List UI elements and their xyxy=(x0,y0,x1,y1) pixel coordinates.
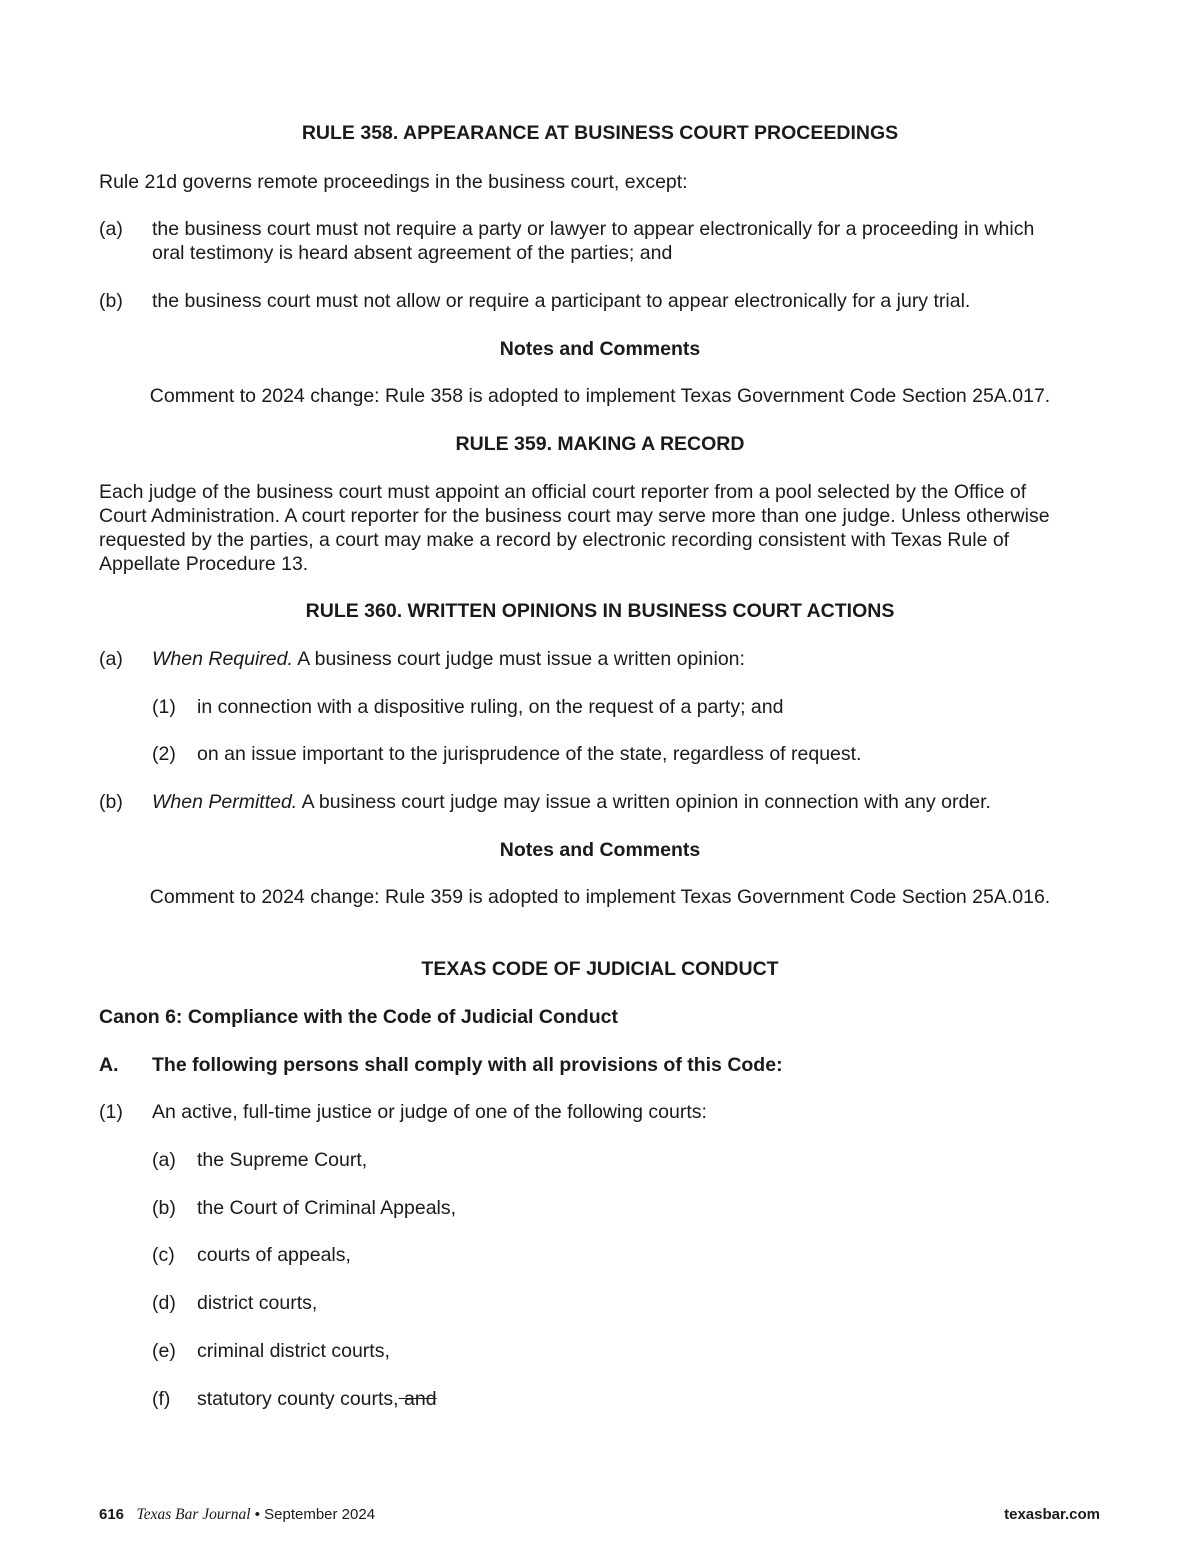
subitem-text: in connection with a dispositive ruling, on the request of a party; and xyxy=(197,696,784,718)
subitem-label: (2) xyxy=(152,743,176,765)
comment: Comment to 2024 change: Rule 358 is adopted to implement Texas Government Code Section 25A.017. xyxy=(149,385,1051,407)
item-body: A business court judge may issue a written opinion in connection with any order. xyxy=(297,791,991,813)
item-text xyxy=(152,790,991,814)
code-heading: TEXAS CODE OF JUDICIAL CONDUCT xyxy=(421,958,779,980)
court-text: criminal district courts, xyxy=(197,1340,390,1362)
item-text: the business court must not allow or require a participant to appear electronically for a jury trial. xyxy=(152,290,971,312)
item-label: (a) xyxy=(99,648,123,670)
court-label: (c) xyxy=(152,1244,175,1266)
item-title: When Required. xyxy=(152,648,293,670)
item-text: An active, full-time justice or judge of one of the following courts: xyxy=(152,1101,707,1123)
court-text-main: statutory county courts, xyxy=(197,1388,399,1410)
court-label: (b) xyxy=(152,1197,176,1219)
item-label: (1) xyxy=(99,1101,123,1123)
subitem-label: (1) xyxy=(152,696,176,718)
item-title: When Permitted. xyxy=(152,791,298,813)
rule-360-heading: RULE 360. WRITTEN OPINIONS IN BUSINESS COURT ACTIONS xyxy=(305,600,895,622)
item-text: the business court must not require a party or lawyer to appear electronically for a proceeding in which xyxy=(152,218,1035,240)
bullet-separator: • xyxy=(254,1506,260,1523)
court-text: district courts, xyxy=(197,1292,318,1314)
item-text xyxy=(152,647,745,671)
subitem-text: on an issue important to the jurisprudence of the state, regardless of request. xyxy=(197,743,862,765)
item-label: (a) xyxy=(99,218,123,240)
item-label: (b) xyxy=(99,791,123,813)
comment: Comment to 2024 change: Rule 359 is adopted to implement Texas Government Code Section 25A.016. xyxy=(149,886,1051,908)
section-text: The following persons shall comply with all provisions of this Code: xyxy=(152,1054,783,1076)
court-text: the Court of Criminal Appeals, xyxy=(197,1197,457,1219)
paragraph-line: Court Administration. A court reporter for the business court may serve more than one judge. Unless otherwise xyxy=(99,505,1050,527)
footer xyxy=(99,1505,375,1525)
court-text: the Supreme Court, xyxy=(197,1149,368,1171)
paragraph-line: requested by the parties, a court may make a record by electronic recording consistent with Texas Rule of xyxy=(99,529,1010,551)
court-label: (f) xyxy=(152,1388,171,1410)
site-url[interactable]: texasbar.com xyxy=(1004,1506,1100,1523)
item-body: A business court judge must issue a written opinion: xyxy=(292,648,745,670)
rule-359-heading: RULE 359. MAKING A RECORD xyxy=(455,433,745,455)
notes-heading: Notes and Comments xyxy=(499,839,701,861)
court-label: (d) xyxy=(152,1292,176,1314)
journal-name: Texas Bar Journal xyxy=(136,1506,251,1523)
struck-text: and xyxy=(398,1388,437,1410)
court-text xyxy=(197,1387,437,1411)
item-text: oral testimony is heard absent agreement of the parties; and xyxy=(152,242,673,264)
issue-date: September 2024 xyxy=(264,1506,376,1523)
court-text: courts of appeals, xyxy=(197,1244,351,1266)
page-number: 616 xyxy=(99,1506,125,1523)
paragraph-line: Each judge of the business court must appoint an official court reporter from a pool selected by the Office of xyxy=(99,481,1027,503)
canon-heading: Canon 6: Compliance with the Code of Judicial Conduct xyxy=(99,1006,618,1028)
court-label: (e) xyxy=(152,1340,176,1362)
notes-heading: Notes and Comments xyxy=(499,338,701,360)
paragraph-line: Appellate Procedure 13. xyxy=(99,553,309,575)
rule-358-heading: RULE 358. APPEARANCE AT BUSINESS COURT PROCEEDINGS xyxy=(301,122,899,144)
rule-358-intro: Rule 21d governs remote proceedings in the business court, except: xyxy=(99,171,688,193)
item-label: (b) xyxy=(99,290,123,312)
section-label: A. xyxy=(99,1054,119,1076)
court-label: (a) xyxy=(152,1149,176,1171)
